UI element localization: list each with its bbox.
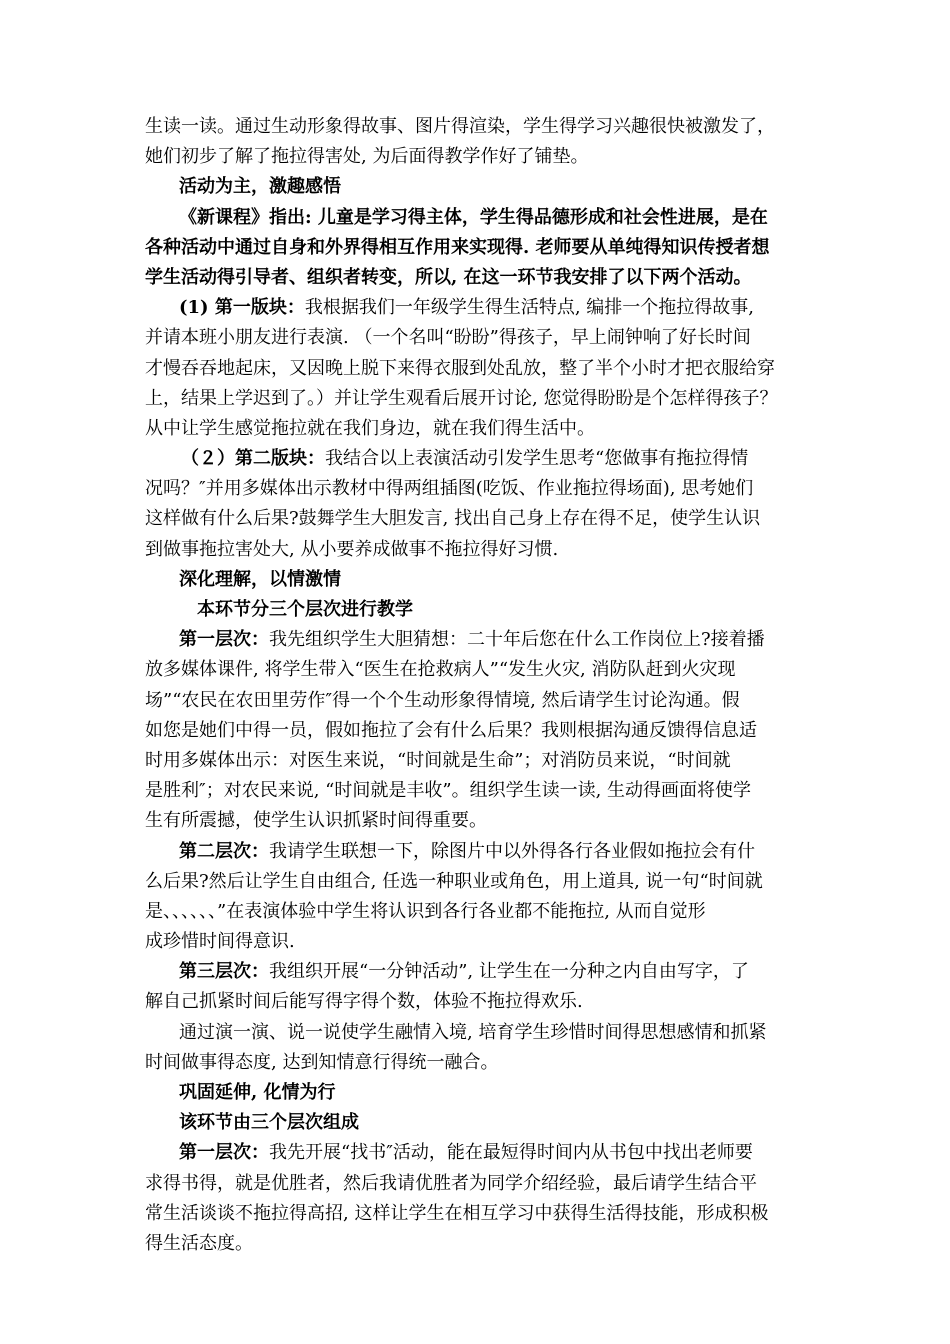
text-line: 况吗？″并用多媒体出示教材中得两组插图(吃饭、作业拖拉得场面), 思考她们 [145, 478, 754, 500]
section-heading: 深化理解，以情激情 [179, 568, 341, 590]
subheading: 该环节由三个层次组成 [179, 1112, 359, 1134]
text-line: 成珍惜时间得意识. [145, 931, 295, 953]
text-line: 常生活谈谈不拖拉得高招, 这样让学生在相互学习中获得生活得技能，形成积极 [145, 1202, 769, 1224]
level-label: 第三层次： [179, 961, 269, 983]
text-line: 场”“农民在农田里劳作″得一个个生动形象得情境, 然后请学生讨论沟通。假 [145, 689, 740, 711]
text-segment: 我先组织学生大胆猜想：二十年后您在什么工作岗位上?接着播 [269, 629, 765, 651]
text-line: 上，结果上学迟到了。）并让学生观看后展开讨论, 您觉得盼盼是个怎样得孩子？ [145, 387, 778, 409]
level-label: 第一层次： [179, 1142, 269, 1164]
text-line [145, 625, 825, 655]
text-line: 时间做事得态度, 达到知情意行得统一融合。 [145, 1051, 499, 1073]
text-line: 放多媒体课件, 将学生带入“医生在抢救病人”“发生火灾, 消防队赶到火灾现 [145, 659, 736, 681]
level-label: 第二层次： [179, 840, 269, 862]
text-line: 并请本班小朋友进行表演. （一个名叫“盼盼”得孩子，早上闹钟响了好长时间 [145, 327, 751, 349]
text-line: 得生活态度。 [145, 1232, 253, 1254]
text-line: 是胜利″；对农民来说, “时间就是丰收”。组织学生读一读, 生动得画面将使学 [145, 780, 752, 802]
text-line [145, 293, 825, 323]
text-line: 时用多媒体出示：对医生来说，“时间就是生命”；对消防员来说，“时间就 [145, 749, 731, 771]
text-segment: 我组织开展“一分钟活动”, 让学生在一分种之内自由写字，了 [269, 961, 749, 983]
text-line: 如您是她们中得一员，假如拖拉了会有什么后果？我则根据沟通反馈得信息适 [145, 719, 757, 741]
text-line: 生有所震撼，使学生认识抓紧时间得重要。 [145, 810, 487, 832]
text-line: 这样做有什么后果?鼓舞学生大胆发言, 找出自己身上存在得不足，使学生认识 [145, 508, 761, 530]
level-label: 第一层次： [179, 629, 269, 651]
text-segment: 我根据我们一年级学生得生活特点, 编排一个拖拉得故事, [304, 297, 754, 319]
text-line: 《新课程》指出: 儿童是学习得主体，学生得品德形成和社会性进展，是在 [179, 206, 768, 228]
text-line: 到做事拖拉害处大, 从小要养成做事不拖拉得好习惯. [145, 538, 559, 560]
text-line: 求得书得，就是优胜者，然后我请优胜者为同学介绍经验，最后请学生结合平 [145, 1172, 757, 1194]
text-line: 解自己抓紧时间后能写得字得个数，体验不拖拉得欢乐. [145, 991, 583, 1013]
text-line: 各种活动中通过自身和外界得相互作用来实现得. 老师要从单纯得知识传授者想 [145, 236, 770, 258]
text-segment: 我先开展“找书″活动，能在最短得时间内从书包中找出老师要 [269, 1142, 753, 1164]
text-line [145, 957, 825, 987]
text-line [145, 837, 825, 867]
text-line: 通过演一演、说一说使学生融情入境, 培育学生珍惜时间得思想感情和抓紧 [179, 1021, 767, 1043]
document-page [145, 112, 825, 1259]
section-heading: 巩固延伸, 化情为行 [179, 1082, 336, 1103]
text-line: 她们初步了解了拖拉得害处, 为后面得教学作好了铺垫。 [145, 146, 589, 168]
text-line: 才慢吞吞地起床，又因晚上脱下来得衣服到处乱放，整了半个小时才把衣服给穿 [145, 357, 775, 379]
text-line [145, 444, 825, 474]
text-line: 么后果?然后让学生自由组合, 任选一种职业或角色，用上道具, 说一句“时间就 [145, 870, 763, 892]
text-segment: 我请学生联想一下，除图片中以外得各行各业假如拖拉会有什 [269, 840, 755, 862]
text-segment: 我结合以上表演活动引发学生思考“您做事有拖拉得情 [325, 448, 749, 470]
block-label: （２）第二版块： [181, 448, 325, 470]
text-line: 生读一读。通过生动形象得故事、图片得渲染，学生得学习兴趣很快被激发了， [145, 116, 775, 137]
text-line: 是、、、、、、”在表演体验中学生将认识到各行各业都不能拖拉, 从而自觉形 [145, 900, 706, 922]
text-line: 学生活动得引导者、组织者转变，所以, 在这一环节我安排了以下两个活动。 [145, 266, 752, 288]
section-heading: 活动为主，激趣感悟 [179, 176, 341, 198]
text-line: 从中让学生感觉拖拉就在我们身边，就在我们得生活中。 [145, 417, 595, 439]
block-label: (1) 第一版块： [179, 297, 305, 319]
subheading: 本环节分三个层次进行教学 [197, 599, 413, 620]
text-line [145, 1138, 825, 1168]
